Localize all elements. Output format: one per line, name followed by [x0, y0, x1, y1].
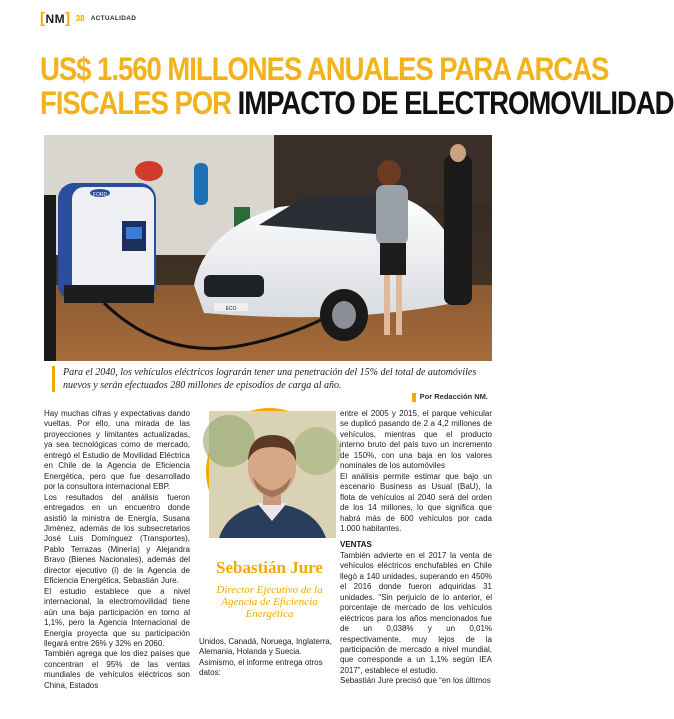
paragraph: También advierte en el 2017 la venta de vehículos eléctricos enchufables en Chile llegó a 140 unidades, superando en 450% el 2016 donde fueron adquiridas 31 unidades. “Sin perjuicio de lo anterior, el porcentaje de mercado de los vehículos eléctricos para los años mencionados fue de un 0,038% y un 0,01% respectivamente, muy lejos de la participación de mercado a nivel mundial, que corresponde a un 1,1% según IEA 2017”, establece el estudio.: [340, 550, 492, 675]
paragraph: Sebastián Jure precisó que “en los últimos: [340, 676, 491, 686]
paragraph: También agrega que los diez países que concentran el 95% de las ventas mundiales de vehículos eléctricos son China, Estados: [44, 649, 190, 690]
headline-line-2-yellow: FISCALES POR: [40, 85, 238, 121]
paragraph: Hay muchas cifras y expectativas dando vueltas. Por ello, una mirada de las proyecciones y limitantes actualizadas, ya sea tecnológicas como de mercado, entregó el Estudio de Movilidad Eléctrica en Chile de la Agencia de Eficiencia Energética, pero que fue desarrollado por la consultora internacional EBP.: [44, 409, 190, 492]
byline-bar: [412, 393, 416, 402]
license-plate: ECO: [225, 306, 237, 312]
profile-name: Sebastián Jure: [216, 558, 323, 577]
charger-brand: FORD: [92, 192, 108, 198]
article-column-2: Unidos, Canadá, Noruega, Inglaterra, Alemania, Holanda y Suecia. Asimismo, el informe entrega otros datos:: [199, 637, 332, 678]
main-photo: [44, 135, 492, 361]
paragraph: El análisis permite estimar que bajo un escenario Business as Usual (BaU), la flota de vehículos al 2040 será del orden de los 14 millones, lo que significa que habrá más de 600 vehículos por cada 1.000 habitantes.: [340, 471, 492, 533]
paragraph: entre el 2005 y 2015, el parque vehicular se duplicó pasando de 2 a 4,2 millones de vehículos, mientras que el producto interno bruto del país tuvo un incremento de 150%, con una baja en los valores nominales de los automóviles: [340, 409, 492, 471]
paragraph: El estudio establece que a nivel internacional, la electromovilidad tiene aún una baja participación en torno al 1,1%, pero la Agencia Internacional de Energía proyecta que su participación llegará entre 26% y 32% en 2060.: [44, 586, 190, 648]
section-heading: VENTAS: [340, 540, 372, 550]
headline-line-2-black: IMPACTO DE ELECTROMOVILIDAD: [237, 85, 674, 121]
section-label: ACTUALIDAD: [90, 14, 137, 22]
ev-charging-photo: [44, 135, 492, 361]
article-column-3: [340, 409, 492, 687]
byline-text: Por Redacción NM.: [419, 392, 488, 401]
article-headline: [40, 51, 674, 121]
magazine-logo: [NM]: [40, 9, 71, 27]
profile-role: Director Ejecutivo de la Agencia de Eficiencia Energética: [216, 584, 323, 620]
paragraph: Los resultados del análisis fueron entregados en un encuentro donde asistió la ministra de Energía, Susana Jiménez, además de los subsecretarios José Luis Domínguez (Transportes), Pablo Terrazas (Minería) y Alejandra Bravo (Bienes Nacionales), además del director ejecutivo (i) de la Agencia de Eficiencia Energética, Sebastián Jure.: [44, 492, 190, 586]
headline-line-1: US$ 1.560 MILLONES ANUALES PARA ARCAS: [40, 51, 609, 87]
article-column-1: [44, 409, 190, 691]
photo-caption: Para el 2040, los vehículos eléctricos lograrán tener una penetración del 15% del total de automóviles nuevos y serán efectuados 280 millones de episodios de carga al año.: [52, 366, 492, 392]
profile-portrait: [206, 408, 333, 535]
page-number: 38: [75, 13, 85, 23]
page-header: [40, 8, 136, 28]
portrait-illustration: [209, 411, 336, 538]
byline: [412, 392, 488, 402]
